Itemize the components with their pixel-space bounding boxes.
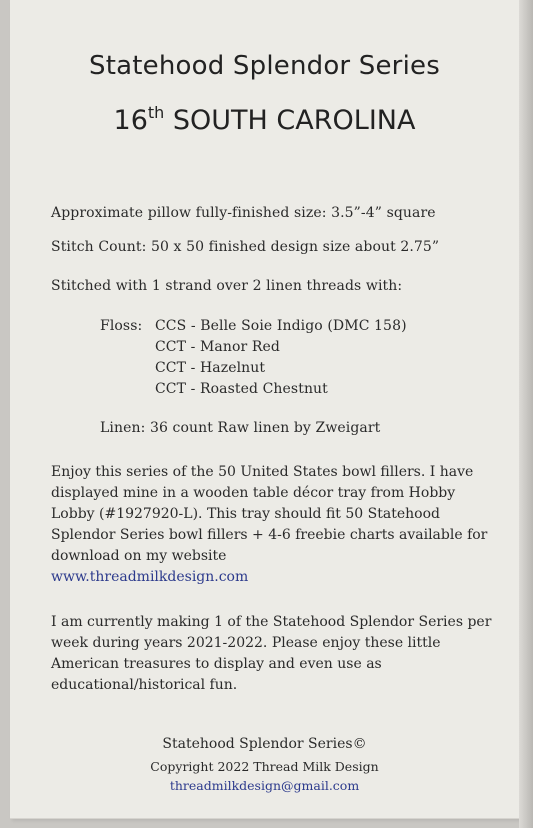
pattern-card bbox=[10, 0, 520, 819]
linen-info: Linen: 36 count Raw linen by Zweigart bbox=[100, 420, 381, 436]
footer-email[interactable]: threadmilkdesign@gmail.com bbox=[169, 778, 360, 793]
stitch-count: Stitch Count: 50 x 50 finished design size about 2.75” bbox=[51, 239, 440, 255]
website-link[interactable]: www.threadmilkdesign.com bbox=[51, 569, 249, 585]
footer-series: Statehood Splendor Series© bbox=[162, 736, 367, 752]
background-edge bbox=[519, 0, 533, 828]
pattern-title bbox=[10, 103, 519, 136]
intro-text: Enjoy this series of the 50 United States bowl fillers. I have displayed mine in a wooden table décor tray from Hobby Lobby (#1927920-L). This tray should fit 50 Statehood Splendor Series bowl fillers + 4-6 freebie charts available for download on my website bbox=[51, 464, 488, 564]
intro-paragraph bbox=[51, 462, 503, 588]
floss-item: CCT - Roasted Chestnut bbox=[155, 381, 328, 397]
footer-copyright: Copyright 2022 Thread Milk Design bbox=[150, 759, 379, 774]
pattern-number-suffix: th bbox=[147, 103, 165, 122]
floss-item: CCT - Manor Red bbox=[155, 339, 280, 355]
state-name: SOUTH CAROLINA bbox=[172, 105, 416, 136]
schedule-paragraph: I am currently making 1 of the Statehood Splendor Series per week during years 2021-2022. Please enjoy these little American treasures to display and even use as educational/historical fun. bbox=[51, 614, 492, 693]
stitched-with: Stitched with 1 strand over 2 linen threads with: bbox=[51, 278, 403, 294]
series-title: Statehood Splendor Series bbox=[89, 51, 440, 81]
floss-item: CCS - Belle Soie Indigo (DMC 158) bbox=[155, 318, 407, 334]
finished-size: Approximate pillow fully-finished size: 3.5”-4” square bbox=[51, 205, 436, 221]
floss-item: CCT - Hazelnut bbox=[155, 360, 266, 376]
pattern-number: 16 bbox=[113, 105, 148, 136]
floss-label: Floss: bbox=[100, 318, 143, 334]
